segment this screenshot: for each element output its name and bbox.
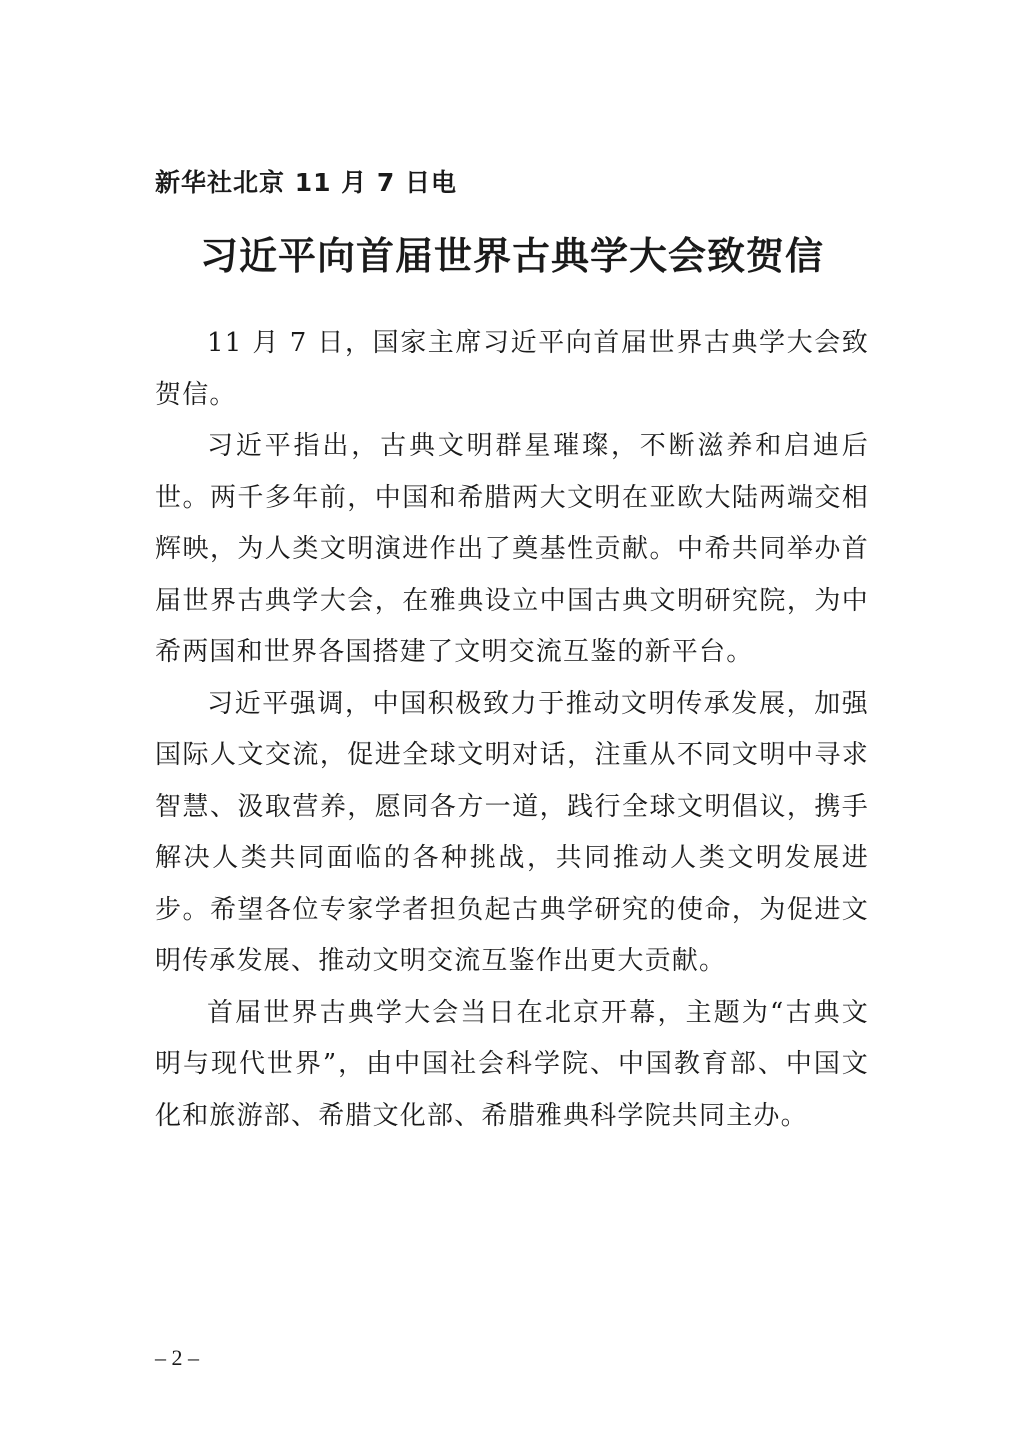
paragraph-2: 习近平指出，古典文明群星璀璨，不断滋养和启迪后世。两千多年前，中国和希腊两大文明在亚欧大陆两端交相辉映，为人类文明演进作出了奠基性贡献。中希共同举办首届世界古典学大会，在雅典设立中国古典文明研究院，为中希两国和世界各国搭建了文明交流互鉴的新平台。: [155, 431, 869, 667]
paragraph-3: 习近平强调，中国积极致力于推动文明传承发展，加强国际人文交流，促进全球文明对话，注重从不同文明中寻求智慧、汲取营养，愿同各方一道，践行全球文明倡议，携手解决人类共同面临的各种挑战，共同推动人类文明发展进步。希望各位专家学者担负起古典学研究的使命，为促进文明传承发展、推动文明交流互鉴作出更大贡献。: [155, 688, 869, 976]
paragraph-1: 11 月 7 日，国家主席习近平向首届世界古典学大会致贺信。: [155, 328, 869, 410]
page-number: – 2 –: [155, 1345, 199, 1370]
article-body: [155, 318, 869, 1142]
article-title: 习近平向首届世界古典学大会致贺信: [199, 233, 824, 278]
dateline: 新华社北京 11 月 7 日电: [155, 168, 458, 197]
paragraph-4: 首届世界古典学大会当日在北京开幕，主题为“古典文明与现代世界”，由中国社会科学院、中国教育部、中国文化和旅游部、希腊文化部、希腊雅典科学院共同主办。: [155, 997, 869, 1131]
